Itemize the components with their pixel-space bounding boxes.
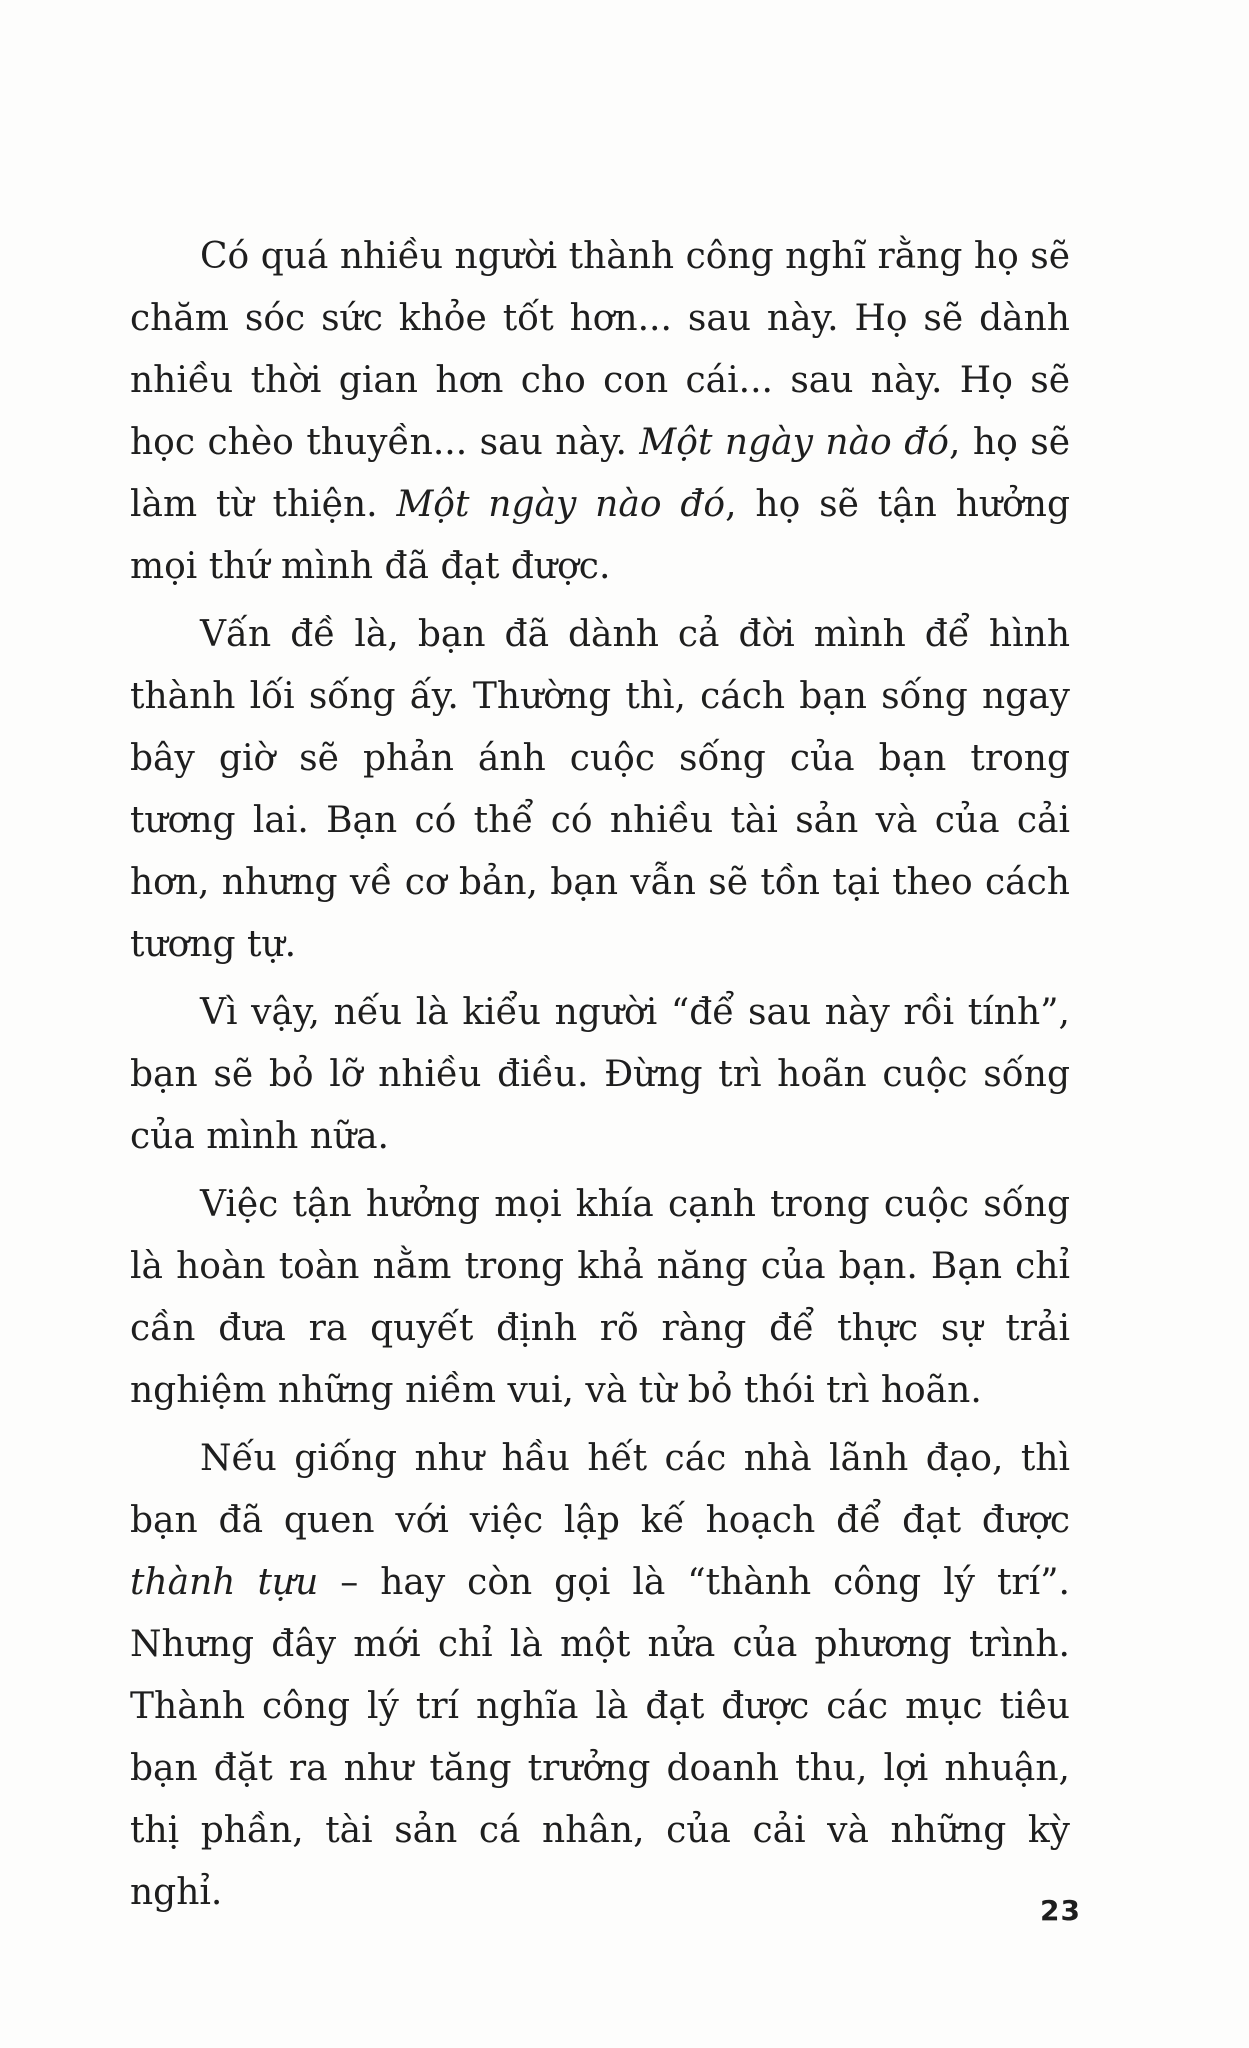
paragraph-1: [130, 226, 1070, 598]
text-run: Vì vậy, nếu là kiểu người “để sau này rồi tính”, bạn sẽ bỏ lỡ nhiều điều. Đừng trì hoãn cuộc sống của mình nữa.: [130, 992, 1070, 1157]
text-run: Có quá nhiều người thành công nghĩ rằng họ sẽ chăm sóc sức khỏe tốt hơn... sau này. Họ sẽ dành nhiều thời gian hơn cho con cái... sau này. Họ sẽ học chèo thuyền... sau này.: [130, 236, 1070, 463]
paragraph-2: [130, 604, 1070, 976]
italic-run: Một ngày nào đó: [396, 484, 726, 525]
body-text: [130, 226, 1070, 1930]
text-run: Vấn đề là, bạn đã dành cả đời mình để hình thành lối sống ấy. Thường thì, cách bạn sống ngay bây giờ sẽ phản ánh cuộc sống của bạn trong tương lai. Bạn có thể có nhiều tài sản và của cải hơn, nhưng về cơ bản, bạn vẫn sẽ tồn tại theo cách tương tự.: [130, 614, 1070, 965]
text-run: Việc tận hưởng mọi khía cạnh trong cuộc sống là hoàn toàn nằm trong khả năng của bạn. Bạn chỉ cần đưa ra quyết định rõ ràng để thực sự trải nghiệm những niềm vui, và từ bỏ thói trì hoãn.: [130, 1184, 1070, 1411]
page-number: 23: [1040, 1894, 1081, 1927]
text-run: Nếu giống như hầu hết các nhà lãnh đạo, thì bạn đã quen với việc lập kế hoạch để đạt được: [130, 1438, 1070, 1541]
italic-run: thành tựu: [130, 1562, 319, 1603]
text-run: , họ sẽ tận hưởng mọi thứ mình đã đạt được.: [130, 484, 1070, 587]
text-run: – hay còn gọi là “thành công lý trí”. Nhưng đây mới chỉ là một nửa của phương trình. Thành công lý trí nghĩa là đạt được các mục tiêu bạn đặt ra như tăng trưởng doanh thu, lợi nhuận, thị phần, tài sản cá nhân, của cải và những kỳ nghỉ.: [130, 1562, 1070, 1913]
paragraph-4: [130, 1174, 1070, 1422]
paragraph-3: [130, 982, 1070, 1168]
italic-run: Một ngày nào đó: [639, 422, 949, 463]
paragraph-5: [130, 1428, 1070, 1924]
text-run: , họ sẽ làm từ thiện.: [130, 422, 1071, 525]
